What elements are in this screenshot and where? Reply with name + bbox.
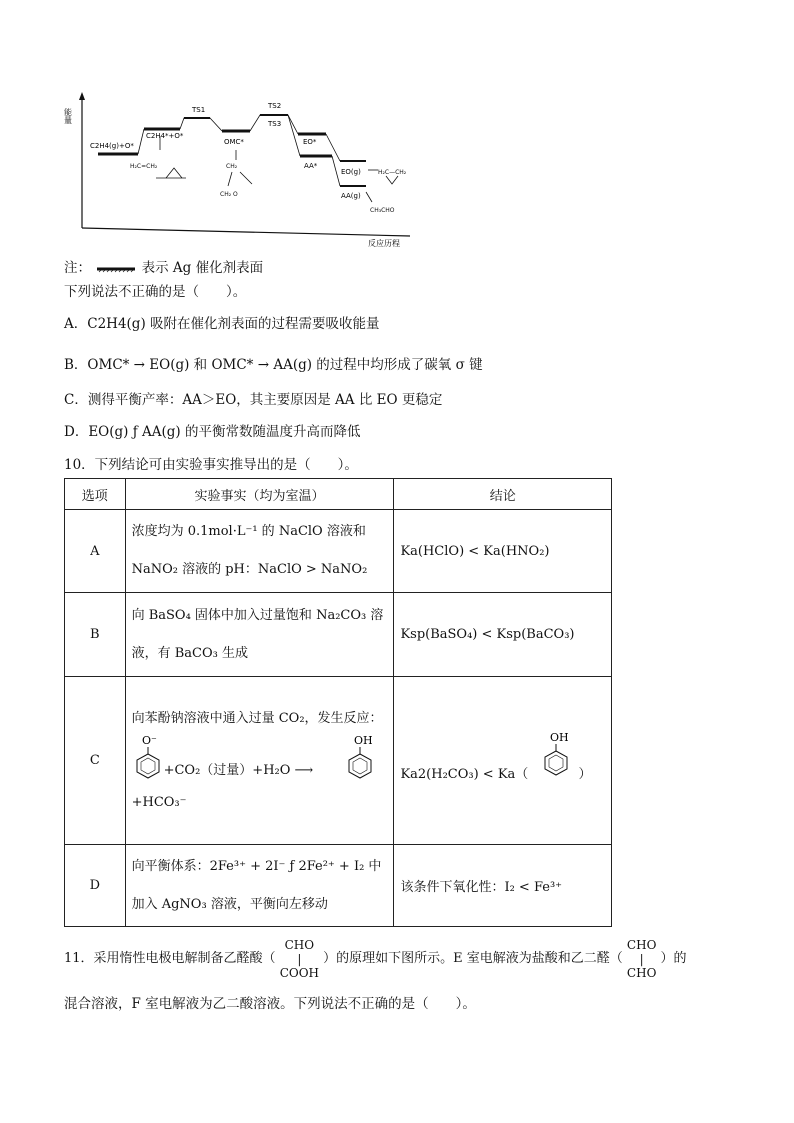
row-conclusion: Ka2(H₂CO₃) < Ka（ OH ） [394,677,612,845]
adsorbed-ethylene-sketch [130,136,186,178]
header-option: 选项 [65,479,126,510]
q10-stem: 10．下列结论可由实验事实推导出的是（ ）。 [64,457,358,473]
q10-table [64,478,612,927]
svg-text:H₂C=CH₂: H₂C=CH₂ [130,163,158,170]
note-prefix: 注： [64,260,91,276]
catalyst-surface-icon [95,264,137,274]
state-label: AA(g) [341,192,361,200]
state-label: TS2 [268,102,282,110]
q9-option-d: D．EO(g) ƒ AA(g) 的平衡常数随温度升高而降低 [64,424,361,440]
row-conclusion: Ka(HClO) < Ka(HNO₂) [394,510,612,593]
x-axis-label: 反应历程 [368,239,400,248]
row-fact: 向 BaSO₄ 固体中加入过量饱和 Na₂CO₃ 溶 液，有 BaCO₃ 生成 [125,593,394,677]
omc-sketch [220,150,252,198]
table-row [65,845,612,927]
q9-option-c: C．测得平衡产率：AA＞EO，其主要原因是 AA 比 EO 更稳定 [64,392,443,408]
svg-text:CH₃CHO: CH₃CHO [370,207,395,214]
state-label: TS3 [268,120,282,128]
svg-text:CH₂ O: CH₂ O [220,191,238,198]
row-option: A [65,510,126,593]
diagram-note [64,258,263,278]
phenol-structure [540,731,572,783]
header-fact: 实验事实（均为室温） [125,479,394,510]
table-row [65,677,612,845]
q9-option-b: B．OMC* → EO(g) 和 OMC* → AA(g) 的过程中均形成了碳氧 σ 键 [64,357,483,373]
phenoxide-structure [132,734,164,784]
phenol-structure [344,734,376,784]
note-text: 表示 Ag 催化剂表面 [141,260,264,276]
table-header-row [65,479,612,510]
glyoxal-formula: CHO | CHO [626,938,657,980]
svg-text:O⁻: O⁻ [141,733,157,747]
row-fact: 向平衡体系：2Fe³⁺ + 2I⁻ ƒ 2Fe²⁺ + I₂ 中 加入 AgNO₃ 溶液，平衡向左移动 [125,845,394,927]
row-option: D [65,845,126,927]
table-row [65,593,612,677]
row-option: C [65,677,126,845]
svg-text:OH: OH [550,730,570,744]
energy-profile-diagram [60,88,420,253]
state-label: TS1 [192,106,206,114]
eo-aa-sketch [366,169,407,214]
row-option: B [65,593,126,677]
row-conclusion: Ksp(BaSO₄) < Ksp(BaCO₃) [394,593,612,677]
glyoxylic-acid-formula: CHO | COOH [279,938,320,980]
state-label: EO(g) [341,168,361,176]
state-label: C2H4*+O* [146,132,184,140]
q9-stem: 下列说法不正确的是（ ）。 [64,284,247,300]
svg-text:OH: OH [353,733,373,747]
row-fact: 向苯酚钠溶液中通入过量 CO₂，发生反应： O⁻ +CO₂（过量）+H₂O ⟶ OH +HCO₃⁻ [125,677,394,845]
q11-stem: 11．采用惰性电极电解制备乙醛酸（ CHO | COOH ）的原理如下图所示。E 室电解液为盐酸和乙二醛（ CHO | CHO ）的 [64,938,687,980]
q11-line2: 混合溶液，F 室电解液为乙二酸溶液。下列说法不正确的是（ ）。 [64,996,476,1012]
row-fact: 浓度均为 0.1mol·L⁻¹ 的 NaClO 溶液和 NaNO₂ 溶液的 pH：NaClO > NaNO₂ [125,510,394,593]
svg-text:CH₂: CH₂ [226,163,238,170]
header-conclusion: 结论 [394,479,612,510]
row-conclusion: 该条件下氧化性：I₂ < Fe³⁺ [394,845,612,927]
state-label: C2H4(g)+O* [90,142,134,150]
state-label: EO* [303,138,317,146]
state-label: OMC* [224,138,244,146]
y-axis-label: 能量 [63,108,73,124]
svg-text:H₂C—CH₂: H₂C—CH₂ [378,169,407,176]
state-label: AA* [304,162,318,170]
q9-option-a: A．C2H4(g) 吸附在催化剂表面的过程需要吸收能量 [64,316,380,332]
table-row [65,510,612,593]
